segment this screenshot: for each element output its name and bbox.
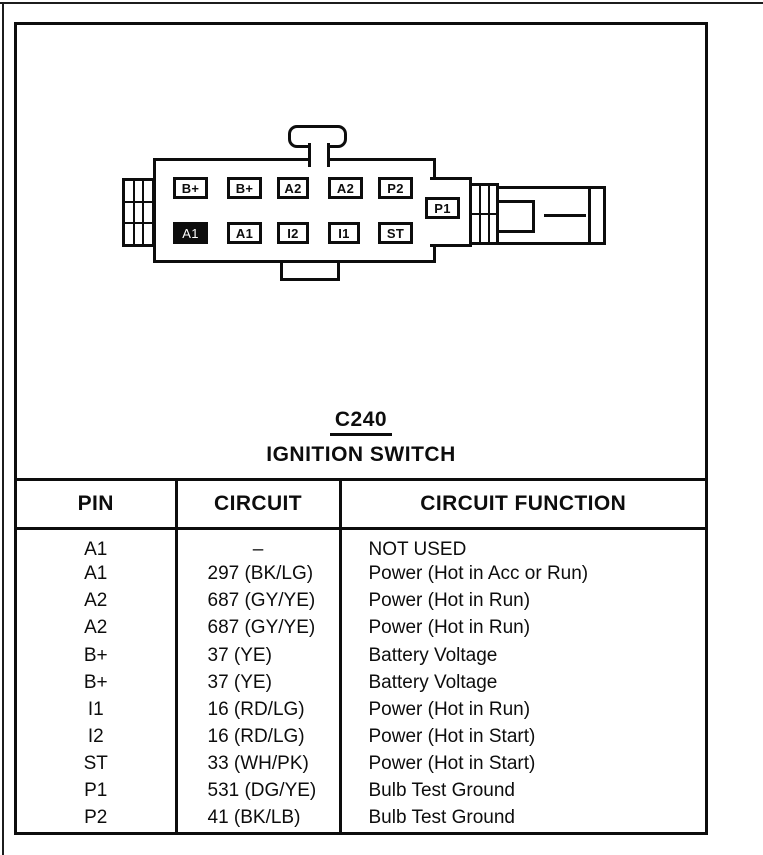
diagram-panel [14,22,708,835]
table-header-row [17,480,705,529]
wire-housing [496,186,606,245]
cell-pin: B+ [17,670,176,697]
cell-function: Power (Hot in Acc or Run) [368,563,589,585]
pin-a2-1: A2 [277,177,309,199]
cell-circuit: 33 (WH/PK) [176,751,340,778]
cell-circuit: 41 (BK/LB) [176,805,340,832]
cell-function: Battery Voltage [368,644,498,666]
page-edge-line-left [2,2,4,855]
cell-pin: A2 [17,588,176,615]
housing-notch [499,200,535,233]
pinout-table-section [17,478,705,832]
cell-function: Power (Hot in Run) [368,698,531,720]
pin-p2: P2 [378,177,413,199]
page-edge-line-top [0,2,763,4]
table-row [17,588,705,615]
table-row [17,697,705,724]
cell-circuit: 16 (RD/LG) [176,724,340,751]
table-row [17,778,705,805]
crimp-stripes [469,183,499,245]
table-row [17,751,705,778]
cell-pin: P2 [17,805,176,832]
cell-circuit: 687 (GY/YE) [176,588,340,615]
cell-pin: I2 [17,724,176,751]
connector-id: C240 [330,408,392,436]
pin-a1-filled: A1 [173,222,208,244]
key-grid-cell [144,181,152,201]
cell-pin: A2 [17,615,176,642]
cell-pin: I1 [17,697,176,724]
key-grid-cell [135,224,143,244]
table-row [17,529,705,562]
cell-function: NOT USED [368,538,467,560]
table-row [17,805,705,832]
key-grid-cell [144,203,152,223]
pin-p1: P1 [425,197,460,219]
pin-a1: A1 [227,222,262,244]
housing-end-line [588,189,591,242]
pin-bplus-2: B+ [227,177,262,199]
pin-i1: I1 [328,222,360,244]
col-header-pin: PIN [17,480,176,529]
cell-circuit: 687 (GY/YE) [176,615,340,642]
pin-bplus-1: B+ [173,177,208,199]
cell-circuit: 16 (RD/LG) [176,697,340,724]
key-grid-cell [125,203,133,223]
table-row [17,642,705,669]
cell-circuit: 531 (DG/YE) [176,778,340,805]
connector-key-grid [122,178,155,247]
connector-bottom-tab [280,260,340,281]
table-row [17,615,705,642]
pin-st: ST [378,222,413,244]
pinout-table [17,478,705,832]
cell-pin: A1 [17,561,176,588]
col-header-circuit: CIRCUIT [176,480,340,529]
crimp-stripe-line [472,213,496,215]
cell-circuit: 297 (BK/LG) [176,561,340,588]
connector-caption [17,408,705,467]
table-row [17,670,705,697]
key-grid-cell [144,224,152,244]
key-grid-cell [135,203,143,223]
table-row [17,724,705,751]
cell-function: Power (Hot in Run) [368,590,531,612]
pin-a2-2: A2 [328,177,363,199]
connector-title: IGNITION SWITCH [266,443,456,467]
connector-latch-stem [308,143,330,167]
connector-body [153,158,436,263]
pin-i2: I2 [277,222,309,244]
cell-circuit: 37 (YE) [176,670,340,697]
table-row [17,561,705,588]
cell-pin: P1 [17,778,176,805]
col-header-function: CIRCUIT FUNCTION [340,480,705,529]
cell-circuit: – [176,529,340,562]
key-grid-cell [125,181,133,201]
key-grid-cell [125,224,133,244]
cell-function: Power (Hot in Start) [368,752,536,774]
key-grid-cell [135,181,143,201]
cell-function: Battery Voltage [368,671,498,693]
cell-function: Power (Hot in Start) [368,725,536,747]
cell-pin: A1 [17,529,176,562]
cell-function: Power (Hot in Run) [368,617,531,639]
cell-pin: ST [17,751,176,778]
cell-pin: B+ [17,642,176,669]
cell-function: Bulb Test Ground [368,779,515,801]
cell-function: Bulb Test Ground [368,807,515,828]
cell-circuit: 37 (YE) [176,642,340,669]
wire-dash [544,214,586,217]
